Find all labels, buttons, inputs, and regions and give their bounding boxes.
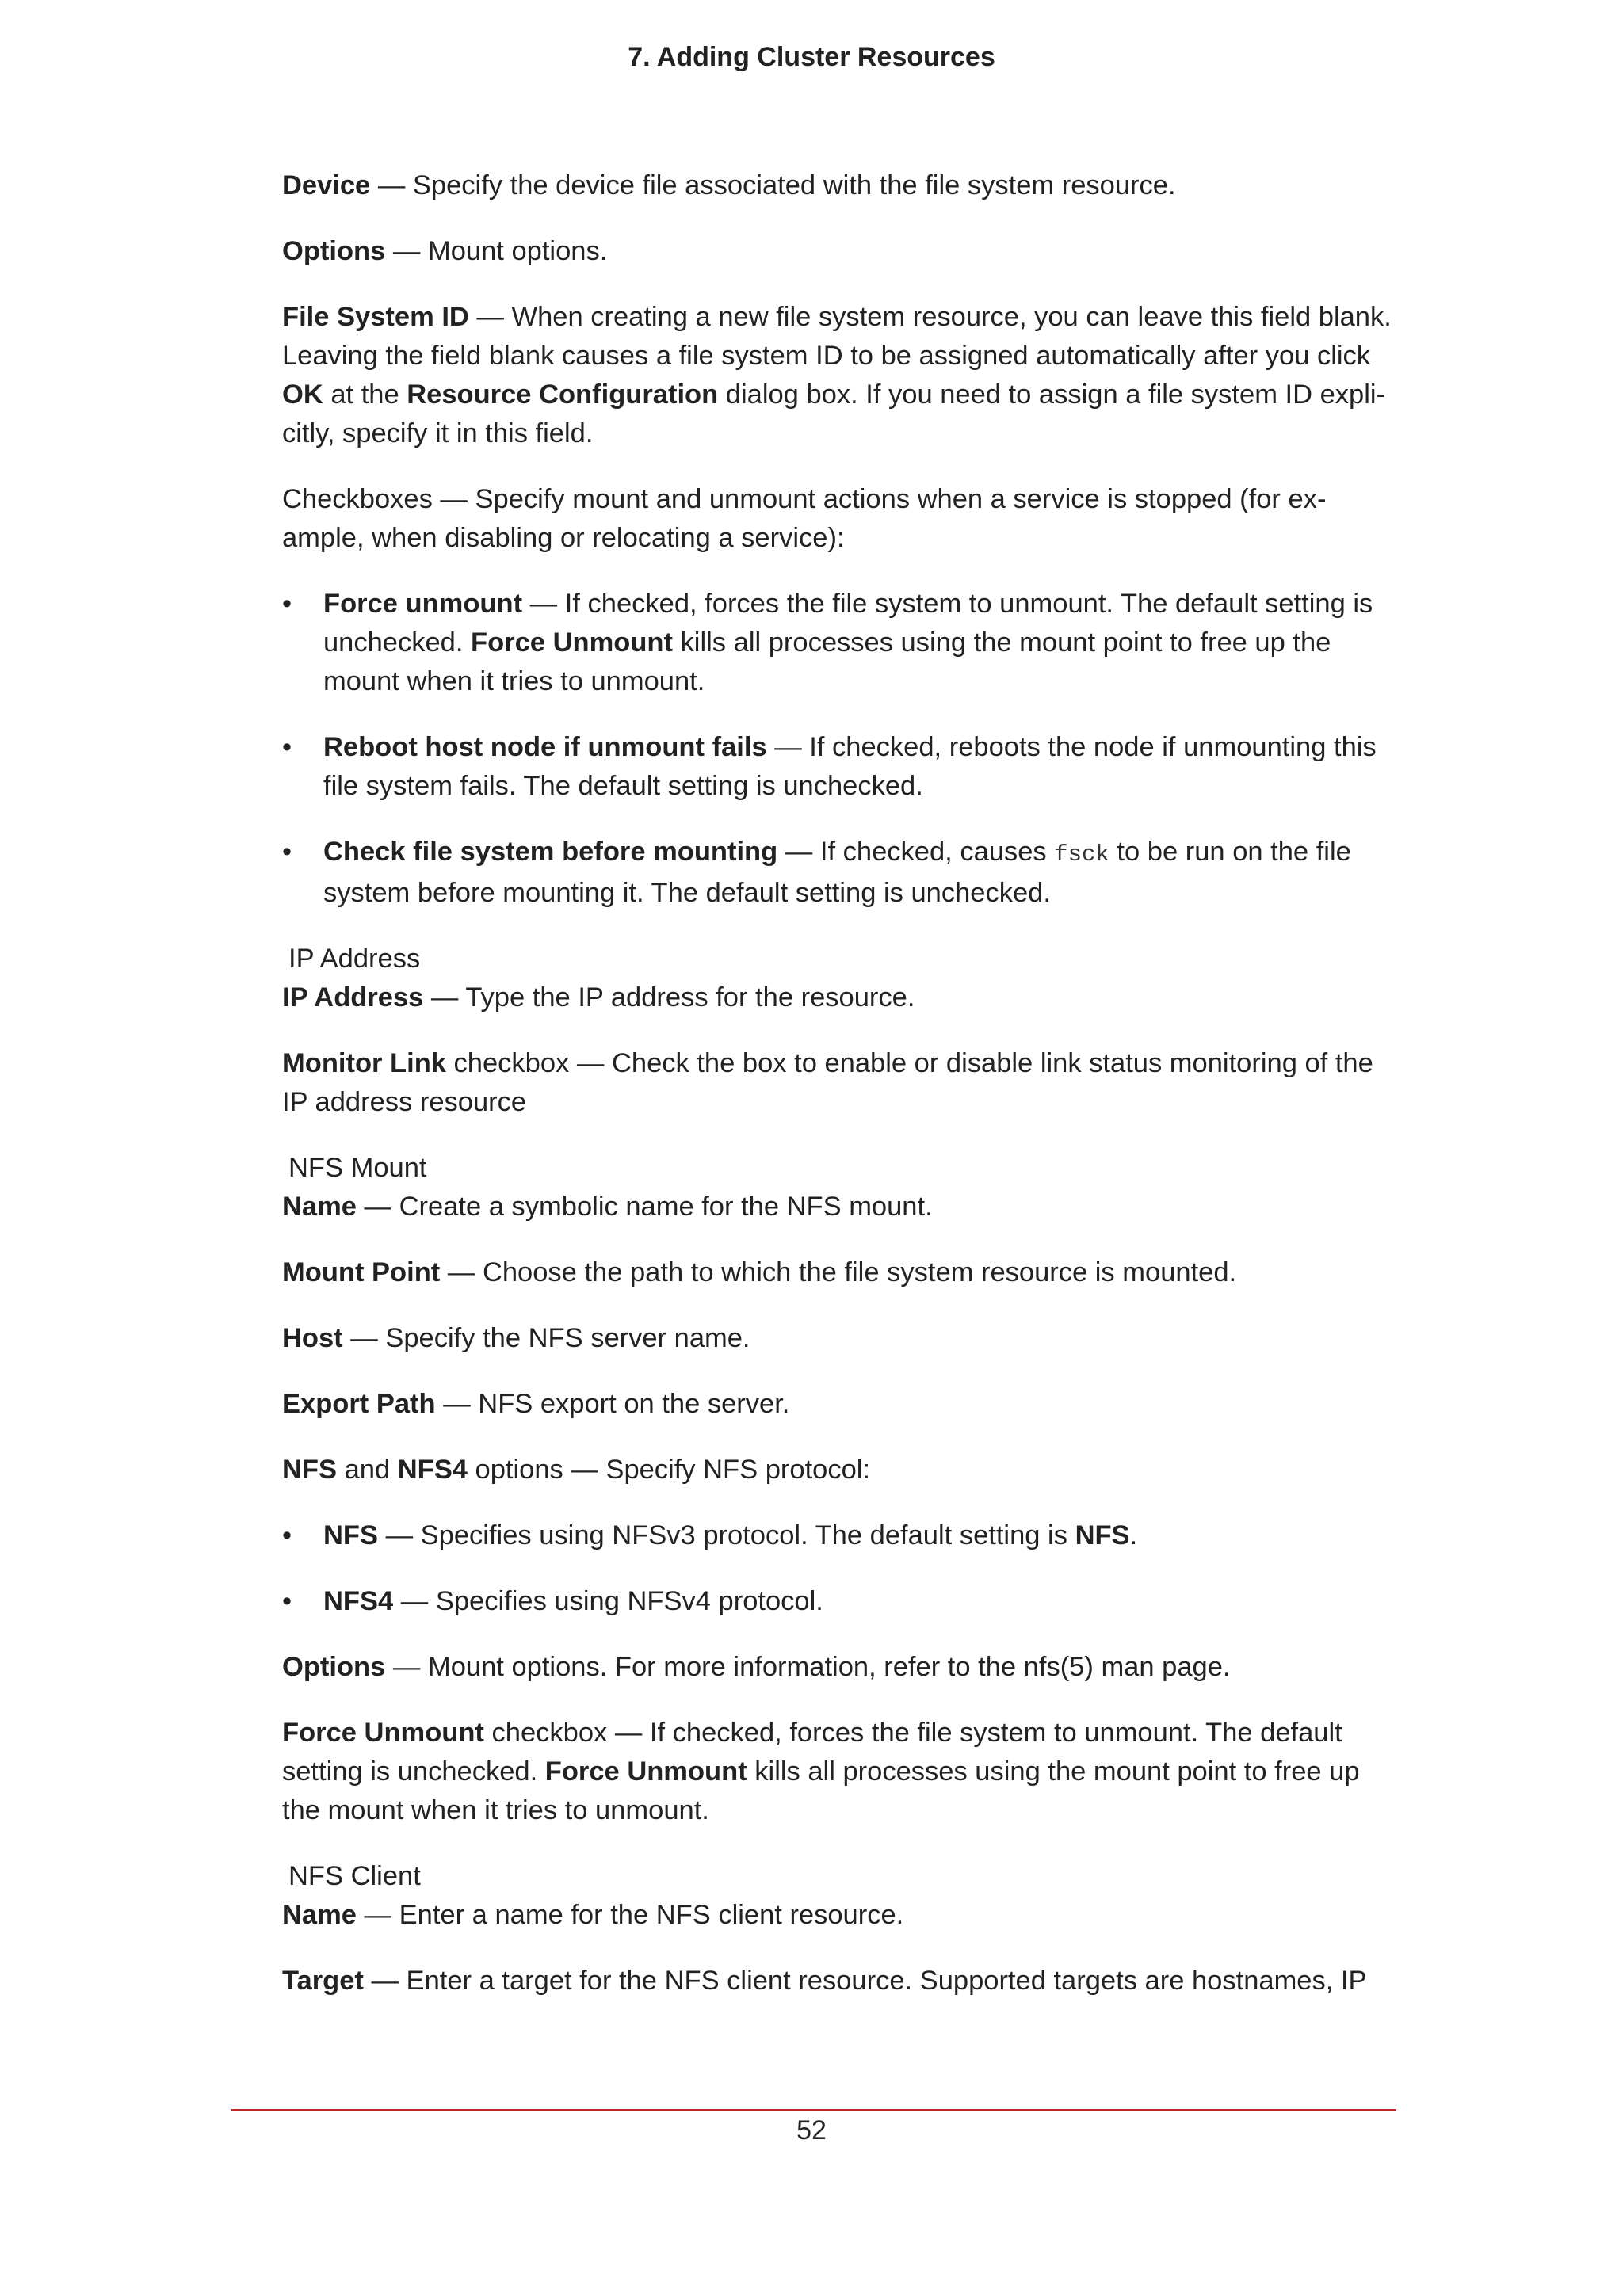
term-nfs: NFS: [282, 1455, 337, 1485]
desc-monitor-link: checkbox — Check the box to enable or disable link status monitoring of the IP address resource: [282, 1048, 1373, 1117]
desc-check-fs-2: to be run on the file system before mounting it. The default setting is unchecked.: [323, 837, 1351, 908]
desc-options-nfs: — Mount options. For more information, refer to the nfs(5) man page.: [385, 1652, 1231, 1682]
desc-nfs-end: .: [1129, 1520, 1138, 1550]
nfs-name-paragraph: [282, 1188, 1392, 1226]
bullet-icon: •: [282, 589, 292, 619]
term-force-unmount: Force unmount: [323, 589, 523, 619]
list-item-force-unmount: [282, 585, 1392, 701]
desc-force-unmount-1: — If checked, forces the file system to unmount. The default setting is unchecked.: [323, 589, 1373, 658]
code-fsck: fsck: [1054, 841, 1109, 868]
desc-target: — Enter a target for the NFS client resource. Supported targets are hostnames, IP: [363, 1966, 1367, 1996]
nfs-force-unmount-paragraph: [282, 1714, 1392, 1830]
desc-device: — Specify the device file associated with the file system resource.: [370, 170, 1176, 200]
mount-point-paragraph: [282, 1253, 1392, 1292]
term-ok: OK: [282, 379, 323, 410]
bullet-icon: •: [282, 732, 292, 762]
desc-check-fs-1: — If checked, causes: [777, 837, 1055, 867]
term-client-name: Name: [282, 1900, 357, 1930]
desc-client-name: — Enter a name for the NFS client resource.: [356, 1900, 904, 1930]
fs-checkbox-list: [282, 585, 1392, 913]
bullet-icon: •: [282, 1520, 292, 1550]
list-item-reboot: [282, 728, 1392, 806]
desc-force-unmount-nfs-1: checkbox — If checked, forces the file system to unmount. The default setting is unchecked.: [282, 1718, 1342, 1787]
page-number: 52: [796, 2115, 827, 2145]
section-title-nfs-mount: NFS Mount: [288, 1153, 427, 1183]
options-paragraph: [282, 232, 1392, 271]
term-options: Options: [282, 236, 386, 266]
term-options-nfs: Options: [282, 1652, 386, 1682]
term-nfs-item: NFS: [323, 1520, 378, 1550]
term-target: Target: [282, 1966, 364, 1996]
term-export-path: Export Path: [282, 1389, 436, 1419]
term-force-unmount-2: Force Unmount: [471, 627, 673, 658]
term-ip-address: IP Address: [282, 982, 424, 1013]
desc-fsid-3: dialog box. If you need to assign a file system ID explicitly, specify it in this field.: [282, 379, 1386, 448]
desc-nfs-options: options — Specify NFS protocol:: [467, 1455, 871, 1485]
ip-address-paragraph: [282, 978, 1392, 1017]
desc-mount-point: — Choose the path to which the file system resource is mounted.: [440, 1257, 1237, 1287]
desc-ip-address: — Type the IP address for the resource.: [423, 982, 915, 1013]
section-title-ip-address: IP Address: [288, 944, 421, 974]
nfs-protocol-list: [282, 1516, 1392, 1621]
term-monitor-link: Monitor Link: [282, 1048, 446, 1078]
bullet-icon: •: [282, 837, 292, 867]
section-title-nfs-client: NFS Client: [288, 1861, 421, 1891]
term-nfs4: NFS4: [397, 1455, 468, 1485]
list-item-nfs: [282, 1516, 1392, 1555]
term-reboot: Reboot host node if unmount fails: [323, 732, 767, 762]
desc-host: — Specify the NFS server name.: [342, 1323, 750, 1353]
nfs-options-paragraph: [282, 1451, 1392, 1489]
device-paragraph: [282, 166, 1392, 205]
desc-options: — Mount options.: [385, 236, 608, 266]
footer-rule: [231, 2109, 1396, 2111]
desc-force-unmount-nfs-2: kills all processes using the mount point to free up the mount when it tries to unmount.: [282, 1756, 1360, 1825]
term-resource-configuration: Resource Configuration: [407, 379, 719, 410]
term-host: Host: [282, 1323, 343, 1353]
term-force-unmount-nfs: Force Unmount: [282, 1718, 484, 1748]
desc-reboot: — If checked, reboots the node if unmounting this file system fails. The default setting is unchecked.: [323, 732, 1377, 801]
nfs-mount-options-paragraph: [282, 1648, 1392, 1687]
term-force-unmount-nfs-2: Force Unmount: [544, 1756, 747, 1787]
host-paragraph: [282, 1319, 1392, 1358]
monitor-link-paragraph: [282, 1044, 1392, 1122]
term-nfs4-item: NFS4: [323, 1586, 394, 1616]
term-check-fs: Check file system before mounting: [323, 837, 778, 867]
term-mount-point: Mount Point: [282, 1257, 441, 1287]
desc-name: — Create a symbolic name for the NFS mount.: [356, 1192, 933, 1222]
nfs-client-name-paragraph: [282, 1896, 1392, 1935]
desc-nfs-item: — Specifies using NFSv3 protocol. The default setting is: [378, 1520, 1075, 1550]
term-nfs-default: NFS: [1075, 1520, 1130, 1550]
list-item-nfs4: [282, 1582, 1392, 1621]
desc-fsid-2: at the: [323, 379, 407, 410]
checkboxes-paragraph: Checkboxes — Specify mount and unmount actions when a service is stopped (for example, when disabling or relocating a service):: [282, 484, 1327, 553]
desc-fsid-1: — When creating a new file system resource, you can leave this field blank. Leaving the field blank causes a file system ID to be assigned automatically after you click: [282, 302, 1392, 371]
desc-export-path: — NFS export on the server.: [435, 1389, 790, 1419]
target-paragraph: [282, 1962, 1392, 2000]
bullet-icon: •: [282, 1586, 292, 1616]
term-device: Device: [282, 170, 371, 200]
page-body: [282, 166, 1392, 2027]
fsid-paragraph: [282, 298, 1392, 453]
running-header: 7. Adding Cluster Resources: [628, 42, 995, 72]
desc-and: and: [337, 1455, 398, 1485]
list-item-check-fs: [282, 833, 1392, 913]
desc-nfs4-item: — Specifies using NFSv4 protocol.: [393, 1586, 823, 1616]
term-name: Name: [282, 1192, 357, 1222]
desc-force-unmount-2: kills all processes using the mount point to free up the mount when it tries to unmount.: [323, 627, 1331, 696]
term-fsid: File System ID: [282, 302, 469, 332]
export-path-paragraph: [282, 1385, 1392, 1424]
